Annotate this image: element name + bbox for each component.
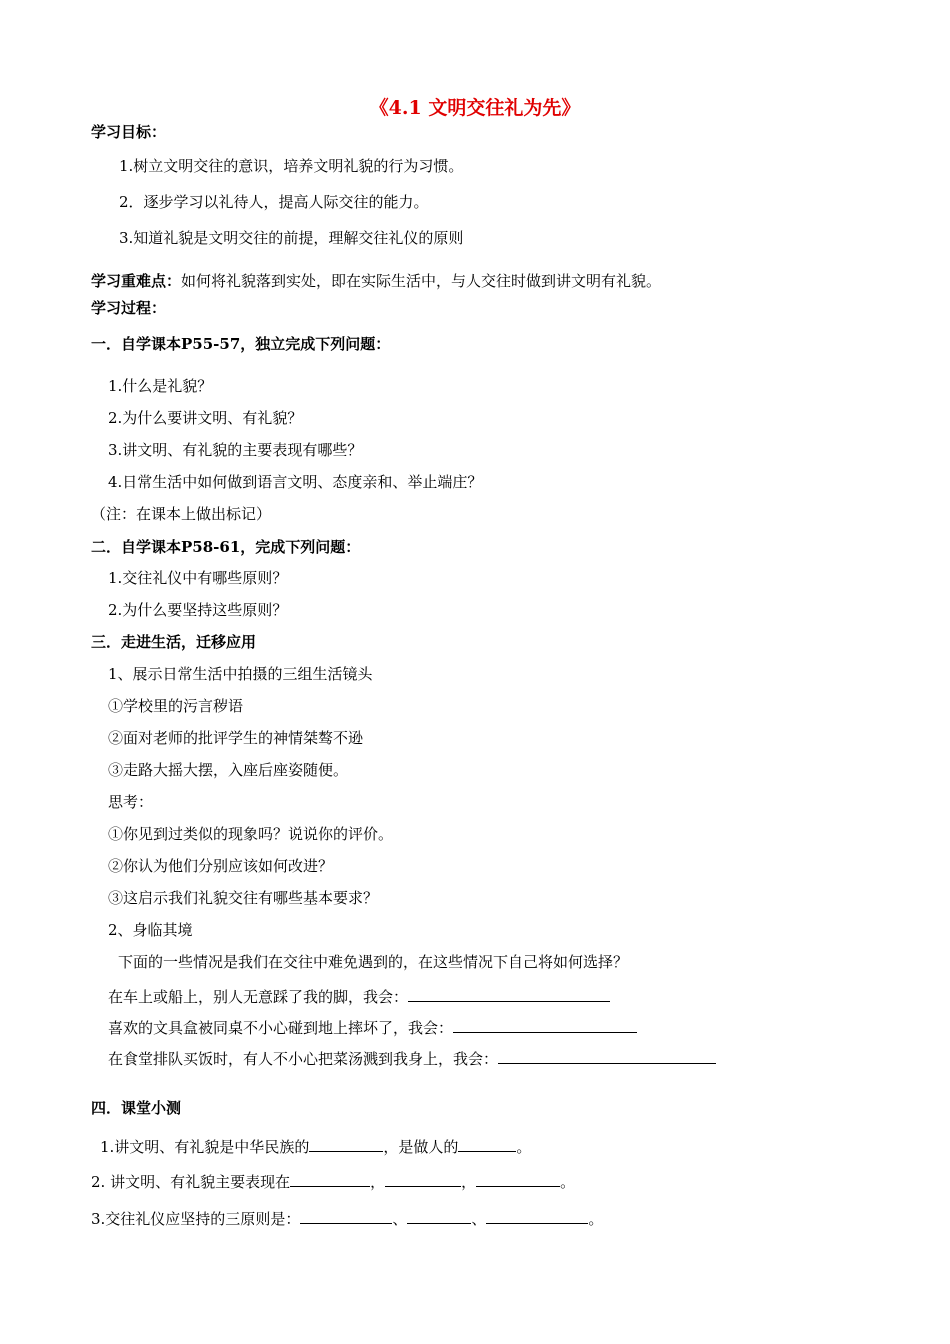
goal-item-2: 2．逐步学习以礼待人，提高人际交往的能力。	[119, 193, 429, 211]
quiz-q1-text-a: 1.讲文明、有礼貌是中华民族的	[100, 1138, 310, 1156]
quiz-q2-blank-3[interactable]	[476, 1170, 560, 1187]
scene-3: ③走路大摇大摆，入座后座姿随便。	[108, 761, 349, 779]
goal-item-1: 1.树立文明交往的意识，培养文明礼貌的行为习惯。	[119, 157, 464, 175]
situation-3-text: 在食堂排队买饭时，有人不小心把菜汤溅到我身上，我会：	[108, 1050, 499, 1068]
goal-item-3: 3.知道礼貌是文明交往的前提，理解交往礼仪的原则	[119, 229, 464, 247]
situation-2	[108, 1016, 637, 1038]
section3-intro: 下面的一些情况是我们在交往中难免遇到的，在这些情况下自己将如何选择？	[118, 953, 629, 971]
section2-heading: 二．自学课本P58-61，完成下列问题：	[91, 538, 361, 556]
section1-item-4: 4.日常生活中如何做到语言文明、态度亲和、举止端庄？	[108, 473, 483, 491]
quiz-q3-end: 。	[588, 1210, 604, 1228]
section2-item-1: 1.交往礼仪中有哪些原则？	[108, 569, 288, 587]
quiz-q2-blank-2[interactable]	[385, 1170, 461, 1187]
situation-2-text: 喜欢的文具盒被同桌不小心碰到地上摔坏了，我会：	[108, 1019, 454, 1037]
think-question-3: ③这启示我们礼貌交往有哪些基本要求？	[108, 889, 379, 907]
section3-sub1: 1、展示日常生活中拍摄的三组生活镜头	[108, 665, 373, 683]
think-question-2: ②你认为他们分别应该如何改进？	[108, 857, 334, 875]
section2-item-2: 2.为什么要坚持这些原则？	[108, 601, 288, 619]
quiz-q1-blank-2[interactable]	[458, 1135, 516, 1152]
quiz-q3-blank-1[interactable]	[300, 1207, 392, 1224]
quiz-q3-blank-2[interactable]	[407, 1207, 471, 1224]
quiz-q1-text-b: ，是做人的	[383, 1138, 459, 1156]
section4-heading: 四．课堂小测	[91, 1099, 182, 1117]
section1-heading: 一．自学课本P55-57，独立完成下列问题：	[91, 335, 391, 353]
situation-2-blank[interactable]	[453, 1016, 637, 1033]
quiz-q2-sep-2: ，	[461, 1173, 477, 1191]
situation-1-blank[interactable]	[408, 985, 610, 1002]
scene-1: ①学校里的污言秽语	[108, 697, 244, 715]
document-title: 《4.1 文明交往礼为先》	[369, 97, 581, 119]
key-points-text: 如何将礼貌落到实处，即在实际生活中，与人交往时做到讲文明有礼貌。	[181, 272, 662, 290]
goals-heading: 学习目标：	[91, 123, 167, 141]
quiz-question-1	[100, 1135, 531, 1157]
situation-3-blank[interactable]	[498, 1047, 716, 1064]
section1-note: （注：在课本上做出标记）	[91, 505, 272, 523]
quiz-q1-blank-1[interactable]	[309, 1135, 383, 1152]
section1-item-2: 2.为什么要讲文明、有礼貌？	[108, 409, 303, 427]
quiz-q3-sep-2: 、	[471, 1210, 487, 1228]
key-points	[91, 271, 661, 291]
situation-1	[108, 985, 610, 1007]
scene-2: ②面对老师的批评学生的神情桀骜不逊	[108, 729, 364, 747]
think-question-1: ①你见到过类似的现象吗？说说你的评价。	[108, 825, 394, 843]
quiz-question-2	[91, 1170, 575, 1192]
situation-3	[108, 1047, 716, 1069]
quiz-q2-end: 。	[560, 1173, 576, 1191]
quiz-q2-text-a: 2. 讲文明、有礼貌主要表现在	[91, 1173, 291, 1191]
quiz-q1-text-c: 。	[516, 1138, 532, 1156]
section3-sub2: 2、身临其境	[108, 921, 193, 939]
think-label: 思考：	[108, 793, 154, 811]
situation-1-text: 在车上或船上，别人无意踩了我的脚，我会：	[108, 988, 409, 1006]
quiz-q2-sep-1: ，	[370, 1173, 386, 1191]
quiz-q3-text-a: 3.交往礼仪应坚持的三原则是：	[91, 1210, 301, 1228]
quiz-q2-blank-1[interactable]	[290, 1170, 370, 1187]
section1-item-3: 3.讲文明、有礼貌的主要表现有哪些？	[108, 441, 363, 459]
quiz-q3-sep-1: 、	[392, 1210, 408, 1228]
quiz-question-3	[91, 1207, 603, 1229]
quiz-q3-blank-3[interactable]	[486, 1207, 588, 1224]
key-points-label: 学习重难点：	[91, 272, 182, 290]
section1-item-1: 1.什么是礼貌？	[108, 377, 213, 395]
process-heading: 学习过程：	[91, 299, 167, 317]
section3-heading: 三．走进生活，迁移应用	[91, 633, 257, 651]
